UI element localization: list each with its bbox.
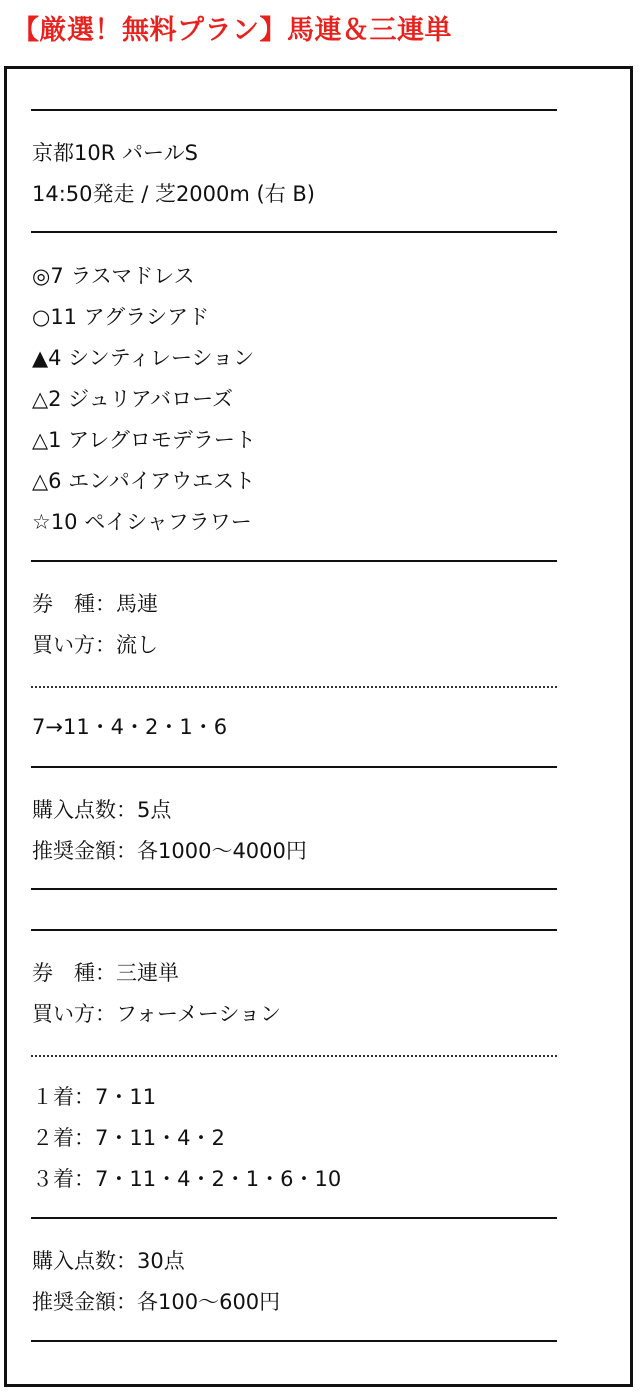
pick-renka-1: △2 ジュリアバローズ (32, 387, 234, 411)
sanrentan-third: ３着：7・11・4・2・1・6・10 (32, 1167, 342, 1191)
divider-line (31, 109, 557, 111)
divider-line (31, 560, 557, 562)
divider-line (31, 888, 557, 890)
pick-ana: ☆10 ペイシャフラワー (32, 510, 252, 534)
umaren-amount: 推奨金額：各1000〜4000円 (32, 839, 307, 863)
dotted-divider (31, 1055, 557, 1057)
divider-line (31, 1340, 557, 1342)
divider-line (31, 766, 557, 768)
divider-line (31, 1217, 557, 1219)
umaren-type: 券 種：馬連 (32, 592, 158, 616)
sanrentan-type: 券 種：三連単 (32, 961, 179, 985)
pick-renka-3: △6 エンパイアウエスト (32, 469, 256, 493)
pick-honmei: ◎7 ラスマドレス (32, 264, 195, 288)
sanrentan-amount: 推奨金額：各100〜600円 (32, 1290, 281, 1314)
pick-renka-2: △1 アレグロモデラート (32, 428, 256, 452)
divider-line (31, 231, 557, 233)
race-name: 京都10R パールS (32, 141, 198, 165)
prediction-card (4, 66, 633, 1387)
dotted-divider (31, 686, 557, 688)
divider-line (31, 929, 557, 931)
umaren-combo: 7→11・4・2・1・6 (32, 715, 228, 739)
page-title: 【厳選！無料プラン】馬連＆三連単 (12, 15, 452, 46)
race-detail: 14:50発走 / 芝2000m (右 B) (32, 182, 315, 206)
pick-tanana: ▲4 シンティレーション (32, 346, 255, 370)
umaren-points: 購入点数：5点 (32, 798, 172, 822)
umaren-method: 買い方：流し (32, 633, 158, 657)
sanrentan-first: １着：7・11 (32, 1085, 157, 1109)
sanrentan-second: ２着：7・11・4・2 (32, 1126, 225, 1150)
pick-taikou: ○11 アグラシアド (32, 305, 210, 329)
sanrentan-method: 買い方：フォーメーション (32, 1002, 282, 1026)
sanrentan-points: 購入点数：30点 (32, 1249, 185, 1273)
